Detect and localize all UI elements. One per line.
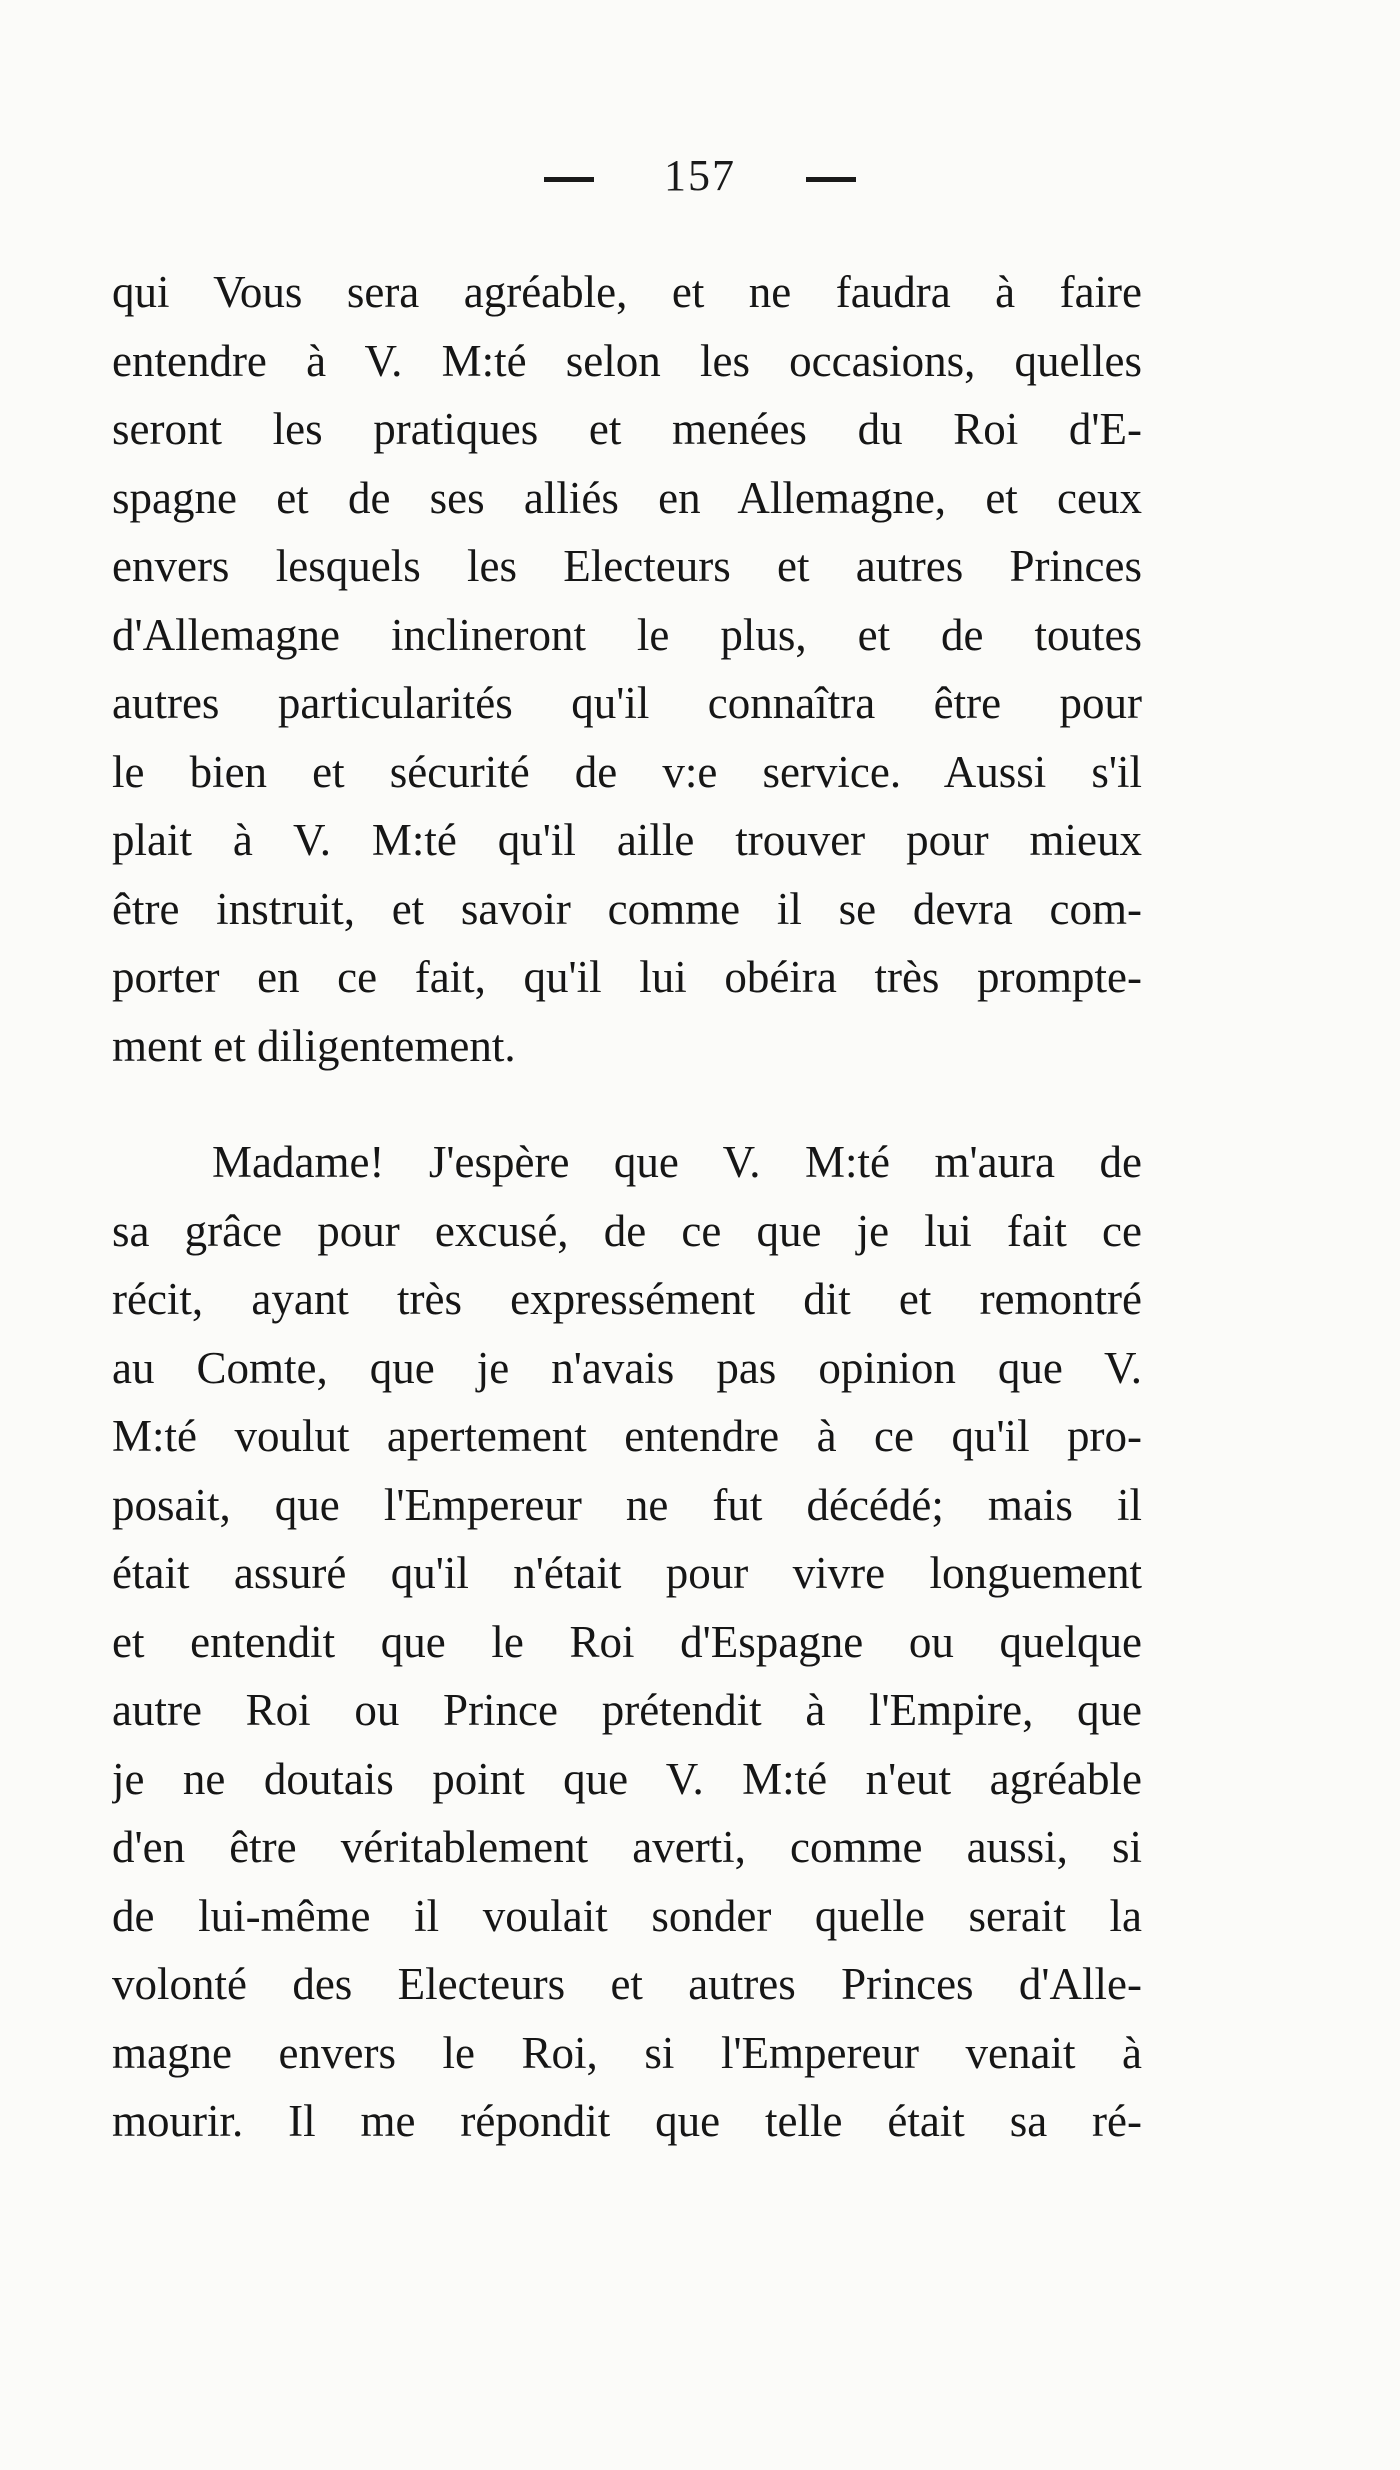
text-line: posait, que l'Empereur ne fut décédé; mais il [112, 1479, 1142, 1530]
text-line: envers lesquels les Electeurs et autres Princes [112, 541, 1142, 591]
text-line: M:té voulut apertement entendre à ce qu'il pro- [112, 1411, 1142, 1461]
header-dash-left [544, 177, 594, 182]
page-number: 157 [664, 151, 736, 200]
text-line: Madame! J'espère que V. M:té m'aura de [212, 1137, 1142, 1187]
paragraph-1 [112, 258, 1142, 1080]
text-line: seront les pratiques et menées du Roi d'E- [112, 404, 1142, 454]
text-line: spagne et de ses alliés en Allemagne, et ceux [112, 472, 1142, 523]
text-line: récit, ayant très expressément dit et remontré [112, 1274, 1142, 1324]
text-line: au Comte, que je n'avais pas opinion que V. [112, 1342, 1142, 1393]
text-line: ment et diligentement. [112, 1020, 516, 1071]
text-line: de lui-même il voulait sonder quelle serait la [112, 1890, 1142, 1941]
text-line: autres particularités qu'il connaîtra être pour [112, 678, 1142, 728]
text-line: sa grâce pour excusé, de ce que je lui fait ce [112, 1205, 1142, 1256]
text-line: entendre à V. M:té selon les occasions, quelles [112, 335, 1142, 386]
text-line: mourir. Il me répondit que telle était sa ré- [112, 2096, 1142, 2146]
text-line: d'en être véritablement averti, comme aussi, si [112, 1822, 1142, 1872]
text-line: et entendit que le Roi d'Espagne ou quelque [112, 1616, 1142, 1667]
text-line: d'Allemagne inclineront le plus, et de toutes [112, 609, 1142, 660]
text-line: autre Roi ou Prince prétendit à l'Empire, que [112, 1685, 1142, 1735]
text-line: je ne doutais point que V. M:té n'eut agréable [112, 1753, 1142, 1804]
text-line: être instruit, et savoir comme il se devra com- [112, 883, 1142, 934]
text-line: était assuré qu'il n'était pour vivre longuement [112, 1548, 1142, 1598]
header-dash-right [806, 177, 856, 182]
text-line: le bien et sécurité de v:e service. Aussi s'il [112, 746, 1142, 797]
text-line: plait à V. M:té qu'il aille trouver pour mieux [112, 815, 1142, 865]
text-line: volonté des Electeurs et autres Princes d'Alle- [112, 1959, 1142, 2009]
text-line: magne envers le Roi, si l'Empereur venait à [112, 2027, 1142, 2078]
paragraph-2 [112, 1128, 1142, 2156]
text-line: porter en ce fait, qu'il lui obéira très prompte- [112, 952, 1142, 1002]
text-line: qui Vous sera agréable, et ne faudra à faire [112, 267, 1142, 317]
page-header [0, 150, 1400, 201]
